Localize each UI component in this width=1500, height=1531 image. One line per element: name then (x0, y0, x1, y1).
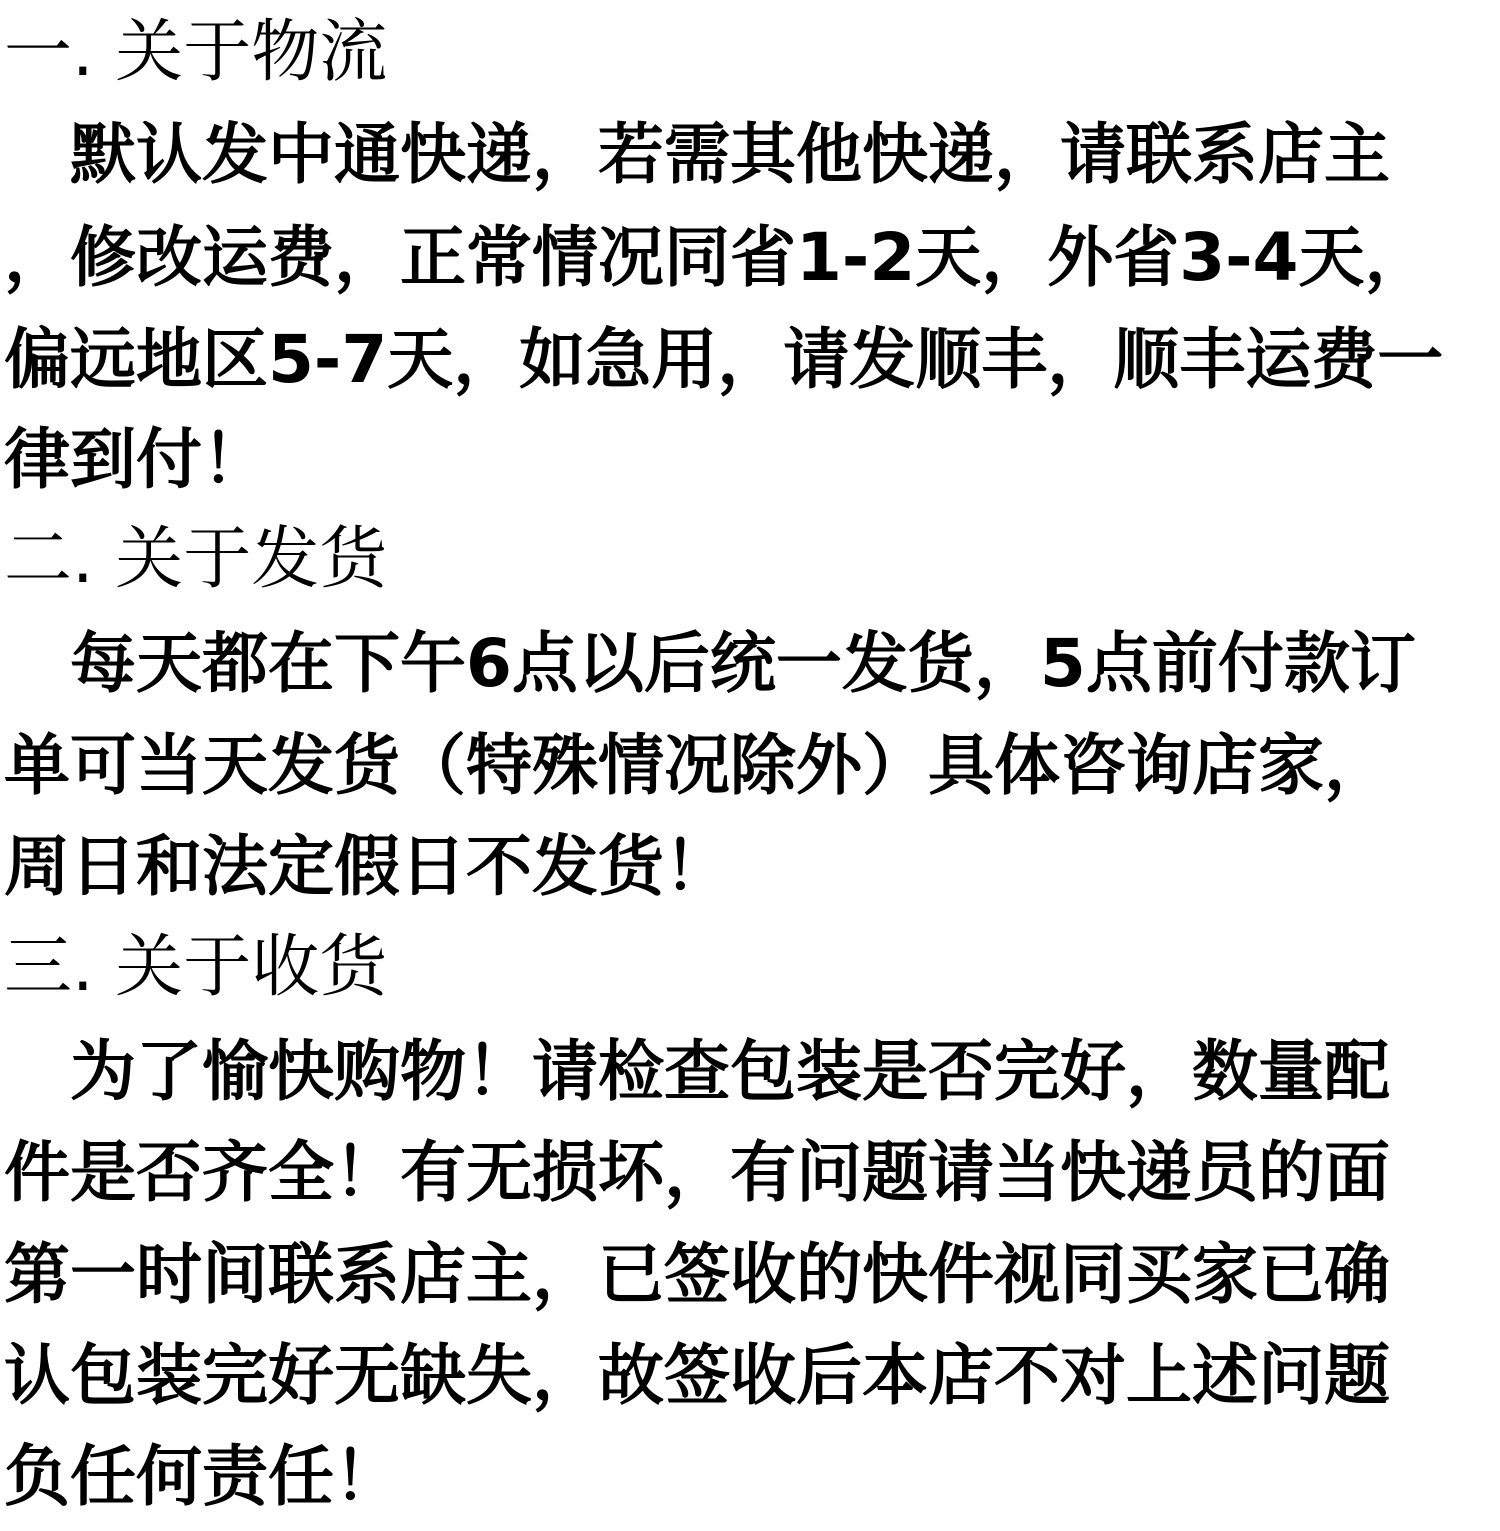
logistics-text-line: ，修改运费，正常情况同省1-2天，外省3-4天， (4, 219, 1431, 296)
logistics-text-line: 默认发中通快递，若需其他快递，请联系店主 (70, 116, 1390, 193)
receiving-text-line: 负任何责任！ (4, 1438, 400, 1515)
section-heading-logistics: 一. 关于物流 (4, 13, 388, 92)
receiving-text-line: 第一时间联系店主，已签收的快件视同买家已确 (4, 1236, 1390, 1313)
receiving-text-line: 认包装完好无缺失，故签收后本店不对上述问题 (4, 1337, 1390, 1414)
section-heading-receiving: 三. 关于收货 (4, 928, 388, 1007)
shipping-text-line: 单可当天发货（特殊情况除外）具体咨询店家， (4, 727, 1390, 804)
logistics-text-line: 律到付！ (4, 421, 268, 498)
shipping-text-line: 每天都在下午6点以后统一发货，5点前付款订 (70, 625, 1416, 702)
section-heading-shipping: 二. 关于发货 (4, 520, 388, 599)
shipping-text-line: 周日和法定假日不发货！ (4, 828, 730, 905)
receiving-text-line: 件是否齐全！有无损坏，有问题请当快递员的面 (4, 1134, 1390, 1211)
logistics-text-line: 偏远地区5-7天，如急用，请发顺丰，顺丰运费一 (4, 321, 1444, 398)
receiving-text-line: 为了愉快购物！请检查包装是否完好，数量配 (70, 1033, 1390, 1110)
